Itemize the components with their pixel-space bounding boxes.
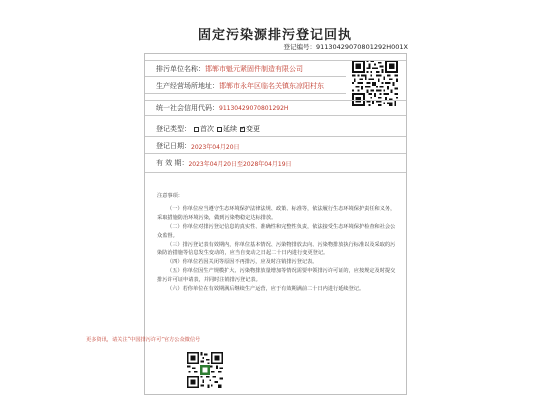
registration-number-value: 91130429070801292H001X xyxy=(315,43,408,51)
first-time-label: 首次 xyxy=(200,125,214,133)
validity-label: 有 效 期： xyxy=(156,159,189,167)
registration-number xyxy=(283,42,408,51)
receipt-frame xyxy=(144,53,407,395)
credit-code-label: 统一社会信用代码： xyxy=(156,104,219,112)
address-row xyxy=(156,81,324,91)
registration-type-row xyxy=(156,124,260,134)
credit-code-value: 91130429070801292H xyxy=(219,104,289,112)
notice-item: （四）你单位若因关闭等原因不再排污，应及时注销排污登记表。 xyxy=(167,259,318,266)
renewal-label: 延续 xyxy=(223,125,237,133)
unit-name-row xyxy=(156,64,303,74)
registration-date-label: 登记日期： xyxy=(156,142,191,150)
notice-item: （五）你单位因生产规模扩大、污染物排放量增加等情况需要申领排污许可证的，应按规定及时提交排污许可证申请表，并同时注销排污登记表。 xyxy=(157,268,396,284)
notice-item: （三）排污登记表有效期内，你单位基本情况、污染物排放去向、污染物排放执行标准以及采取的污染防治措施等信息发生变动的，应当自变动之日起二十日内进行变更登记。 xyxy=(157,241,396,257)
validity-row xyxy=(156,158,292,168)
document-title: 固定污染源排污登记回执 xyxy=(197,28,352,43)
first-time-checkbox[interactable] xyxy=(194,127,199,132)
credit-code-row xyxy=(156,103,288,113)
registration-type-label: 登记类型： xyxy=(156,125,191,133)
footer-notice: 更多资讯，请关注“中国排污许可”官方公众微信号 xyxy=(86,337,201,343)
address-value: 邯郸市永年区临名关镇东凉阳村东 xyxy=(219,82,324,90)
change-label: 变更 xyxy=(246,125,260,133)
unit-name-value: 邯郸市魁元紧固件制造有限公司 xyxy=(205,65,303,73)
notice-item: （一）你单位应当遵守生态环境保护法律法规、政策、标准等，依法履行生态环境保护责任和义务，采取措施防治环境污染，做到污染物稳定达标排放。 xyxy=(157,205,396,221)
unit-name-label: 排污单位名称： xyxy=(156,65,205,73)
change-checkbox[interactable] xyxy=(240,127,245,132)
wechat-qr-code-icon xyxy=(187,352,223,388)
registration-date-value: 2023年04月20日 xyxy=(191,143,240,151)
registration-number-label: 登记编号： xyxy=(283,43,316,51)
notice-section xyxy=(157,192,397,294)
address-label: 生产经营场所地址： xyxy=(156,82,219,90)
registration-date-row xyxy=(156,141,240,151)
notice-item: （六）若你单位在有效期满后继续生产运营，应于有效期满前二十日内进行延续登记。 xyxy=(167,286,365,293)
renewal-checkbox[interactable] xyxy=(217,127,222,132)
validity-value: 2023年04月20日至2028年04月19日 xyxy=(188,160,292,168)
notice-item: （二）你单位对排污登记信息的真实性、准确性和完整性负责，依法接受生态环境保护检查和社会公众监督。 xyxy=(157,223,396,239)
notice-title: 注意事项： xyxy=(157,193,183,199)
